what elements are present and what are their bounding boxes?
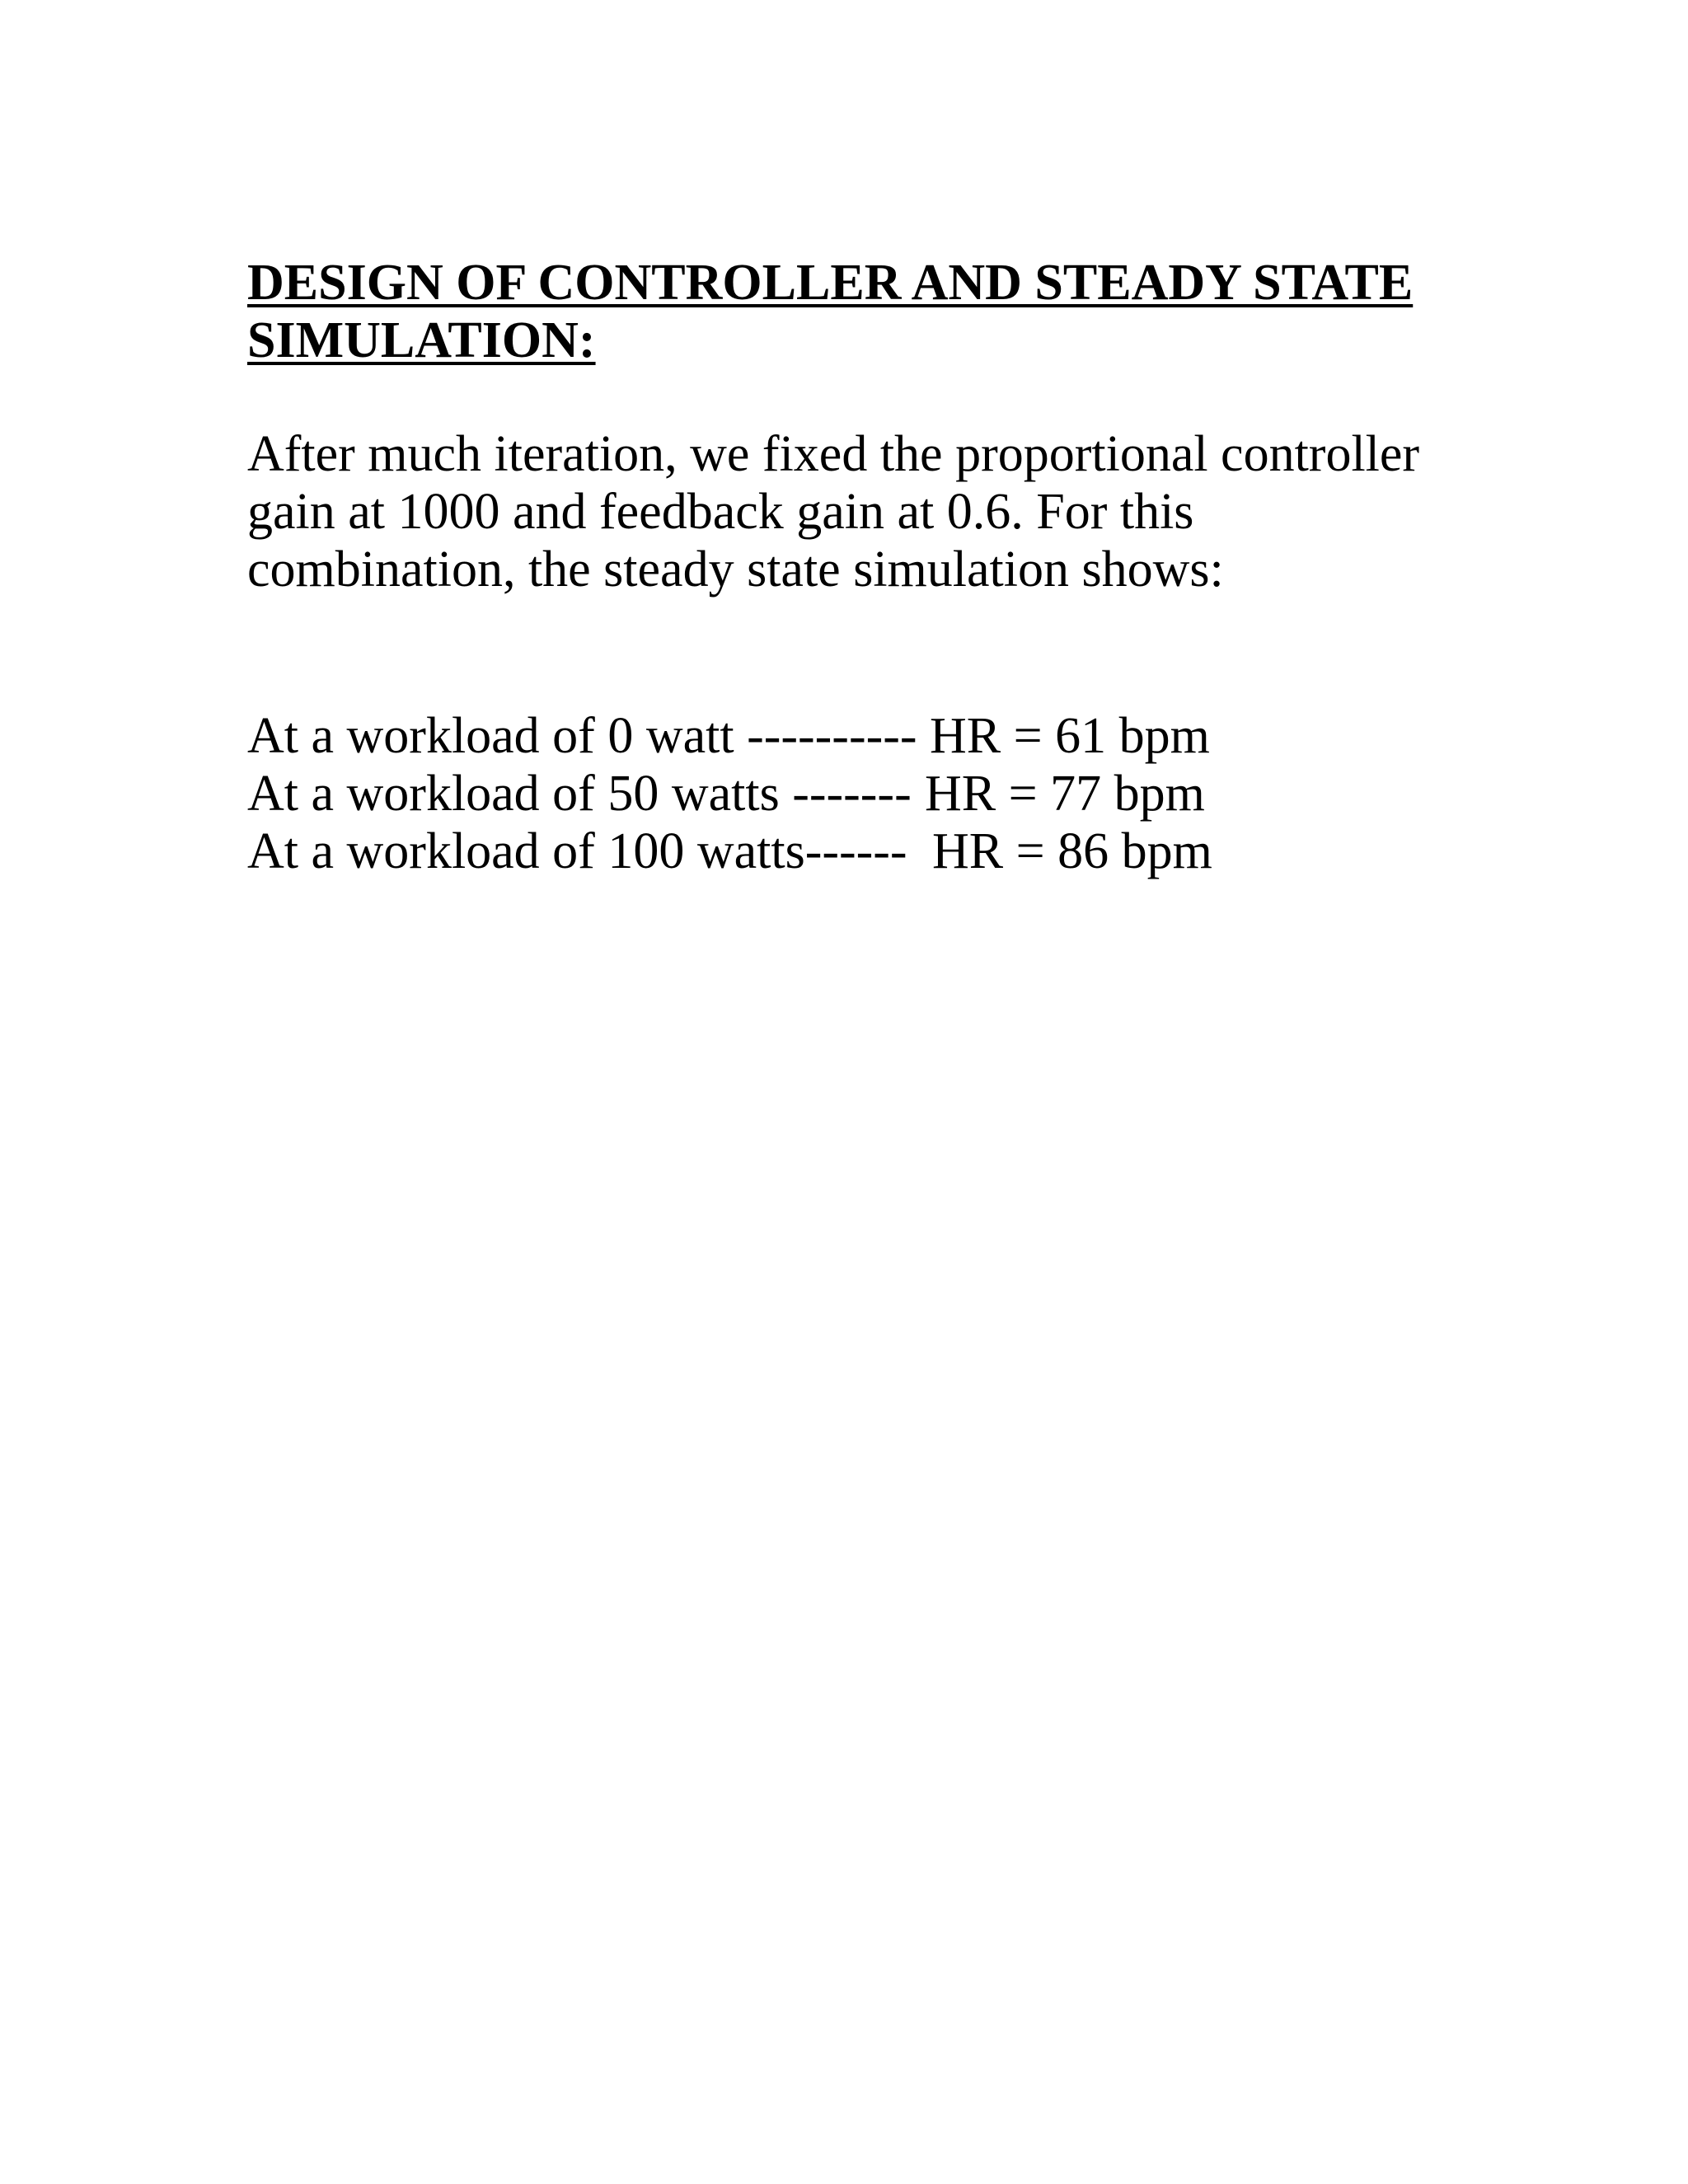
paragraph-line: combination, the steady state simulation shows: — [247, 541, 1224, 598]
paragraph-line: After much iteration, we fixed the proportional controller — [247, 426, 1420, 482]
simulation-results-list — [247, 707, 1484, 880]
result-row — [247, 823, 1484, 880]
paragraph-line: gain at 1000 and feedback gain at 0.6. For this — [247, 484, 1194, 540]
heart-rate-value: HR = 86 bpm — [932, 823, 1212, 879]
result-row — [247, 765, 1484, 823]
heading-line: DESIGN OF CONTROLLER AND STEADY STATE — [247, 255, 1414, 311]
workload-label: At a workload of 100 watts------ — [247, 823, 907, 879]
result-row — [247, 707, 1484, 765]
section-heading — [247, 254, 1451, 369]
workload-label: At a workload of 0 watt ---------- — [247, 708, 917, 764]
workload-label: At a workload of 50 watts ------- — [247, 766, 912, 822]
heart-rate-value: HR = 77 bpm — [925, 766, 1205, 822]
body-paragraph — [247, 425, 1484, 598]
heart-rate-value: HR = 61 bpm — [930, 708, 1210, 764]
heading-line: SIMULATION: — [247, 312, 596, 368]
